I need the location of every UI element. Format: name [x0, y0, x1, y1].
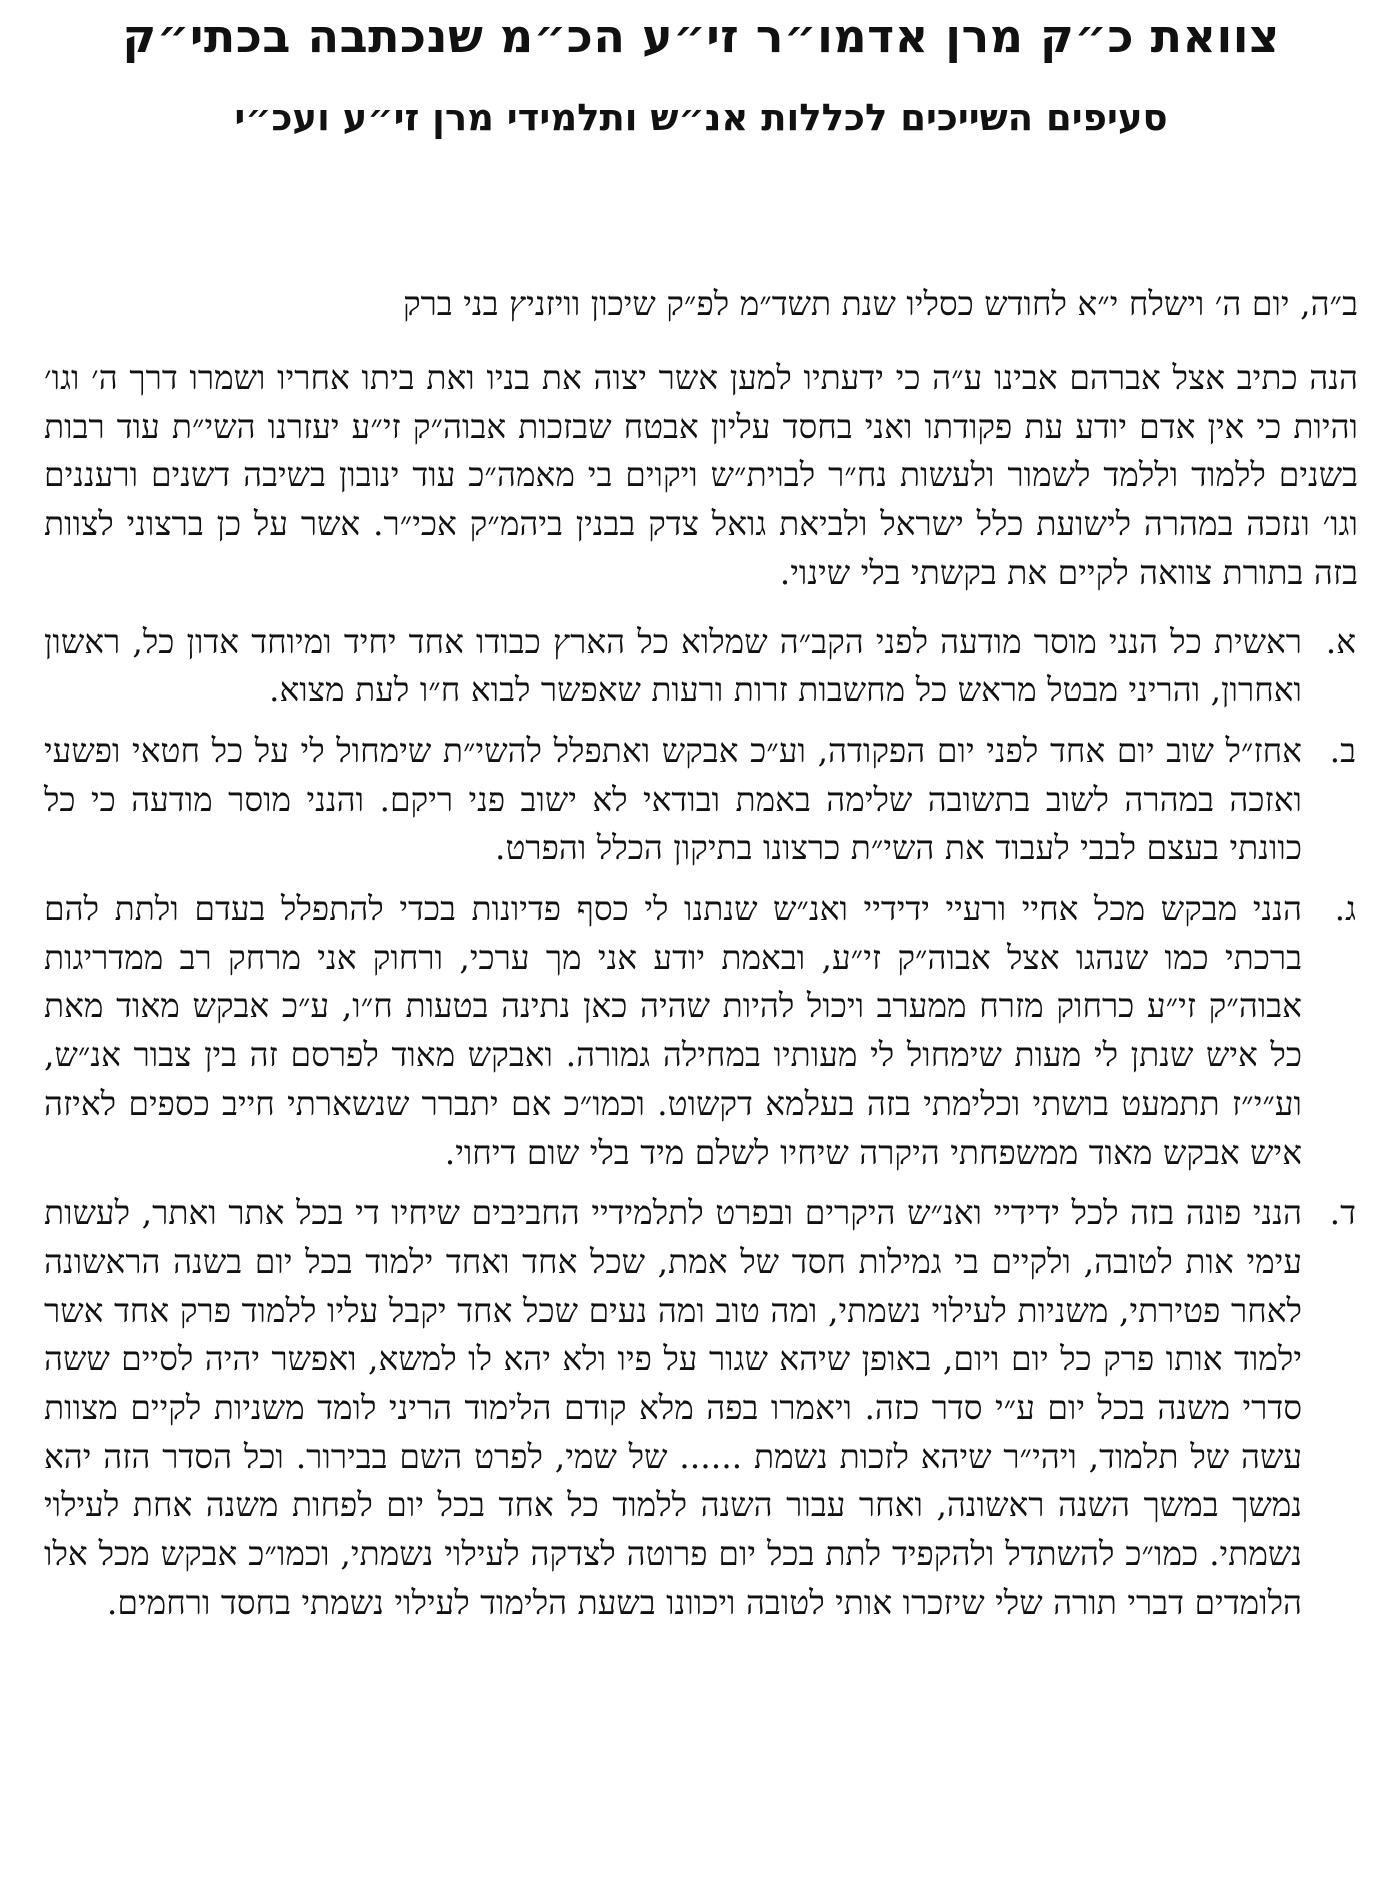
document-subtitle: סעיפים השייכים לכללות אנ״ש ותלמידי מרן זי״ע ועכ״י — [234, 96, 1168, 139]
clause-item — [44, 1189, 1358, 1627]
date-line: ב״ה, יום ה׳ וישלח י״א לחודש כסליו שנת תשד״מ לפ״ק שיכון וויזניץ בני ברק — [402, 284, 1358, 323]
clause-letter: ד. — [1329, 1193, 1356, 1233]
clause-letter: ג. — [1334, 889, 1356, 929]
clause-text: אחז״ל שוב יום אחד לפני יום הפקודה, וע״כ אבקש ואתפלל להשי״ת שימחול לי על כל חטאי ופשעי ואזכה במהרה לשוב בתשובה שלימה באמת ובודאי לא ישוב פני ריקם. והנני מוסר מודעה כי כל כוונתי בעצם לבבי לעבוד את השי״ת כרצונו בתיקון הכלל והפרט. — [44, 730, 1302, 868]
clause-item — [44, 885, 1358, 1177]
clause-text: ראשית כל הנני מוסר מודעה לפני הקב״ה שמלוא כל הארץ כבודו אחד יחיד ומיוחד אדון כל, ראשון ואחרון, והריני מבטל מראש כל מחשבות זרות ורעות שאפשר לבוא ח״ו לעת מצוא. — [44, 621, 1302, 710]
clause-text: הנני פונה בזה לכל ידידיי ואנ״ש היקרים ובפרט לתלמידיי החביבים שיחיו די בכל אתר ואתר, לעשות עימי אות לטובה, ולקיים בי גמילות חסד של אמת, שכל אחד ואחד ילמוד בכל יום בשנה הראשונה לאחר פטירתי, משניות לעילוי נשמתי, ומה טוב ומה נעים שכל אחד יקבל עליו ללמוד פרק אחד אשר ילמוד אותו פרק כל יום ויום, באופן שיהא שגור על פיו ולא יהא לו למשא, ואפשר יהיה לסיים ששה סדרי משנה בכל יום ע״י סדר כזה. ויאמרו בפה מלא קודם הלימוד הריני לומד משניות לקיים מצוות עשה של תלמוד, ויהי״ר שיהא לזכות נשמת ...... של שמי, לפרט השם בבירור. וכל הסדר הזה יהא נמשך במשך השנה ראשונה, ואחר עבור השנה ללמוד כל אחד בכל יום לפחות משנה אחת לעילוי נשמתי. כמו״כ להשתדל ולהקפיד לתת בכל יום פרוטה לצדקה לעילוי נשמתי, וכמו״כ אבקש מכל אלו הלומדים דברי תורה שלי שיזכרו אותי לטובה ויכוונו בשעת הלימוד לעילוי נשמתי בחסד ורחמים. — [44, 1193, 1302, 1622]
document-title: צוואת כ״ק מרן אדמו״ר זי״ע הכ״מ שנכתבה בכתי״ק — [122, 9, 1280, 63]
clause-text: הנני מבקש מכל אחיי ורעיי ידידיי ואנ״ש שנתנו לי כסף פדיונות בכדי להתפלל בעדם ולתת להם ברכתי כמו שנהגו אצל אבוה״ק זי״ע, ובאמת יודע אני מך ערכי, ורחוק אני מרחק רב ממדריגות אבוה״ק זי״ע כרחוק מזרח ממערב ויכול להיות שהיה כאן נתינה בטעות ח״ו, ע״כ אבקש מאוד מאת כל איש שנתן לי מעות שימחול לי מעותיו במחילה גמורה. ואבקש מאוד לפרסם זה בין צבור אנ״ש, וע״י״ז תתמעט בושתי וכלימתי בזה בעלמא דקשוט. וכמו״כ אם יתברר שנשארתי חייב כספים לאיזה איש אבקש מאוד ממשפחתי היקרה שיחיו לשלם מיד בלי שום דיחוי. — [44, 889, 1302, 1172]
clause-item — [44, 618, 1358, 715]
clause-list — [44, 618, 1358, 1628]
clause-letter: א. — [1325, 621, 1356, 661]
clause-letter: ב. — [1329, 730, 1356, 770]
clause-item — [44, 727, 1358, 873]
intro-paragraph: הנה כתיב אצל אברהם אבינו ע״ה כי ידעתיו למען אשר יצוה את בניו ואת ביתו אחריו ושמרו דרך ה׳ וגו׳ והיות כי אין אדם יודע עת פקודתו ואני בחסד עליון אבטח שבזכות אבוה״ק זי״ע יעזרנו השי״ת עוד רבות בשנים ללמוד וללמד לשמור ולעשות נח״ר לבוית״ש ויקוים בי מאמה״כ עוד ינובון בשיבה דשנים ורעננים וגו׳ ונזכה במהרה לישועת כלל ישראל ולביאת גואל צדק בבנין ביהמ״ק אכי״ר. אשר על כן ברצוני לצוות בזה בתורת צוואה לקיים את בקשתי בלי שינוי. — [44, 358, 1359, 592]
